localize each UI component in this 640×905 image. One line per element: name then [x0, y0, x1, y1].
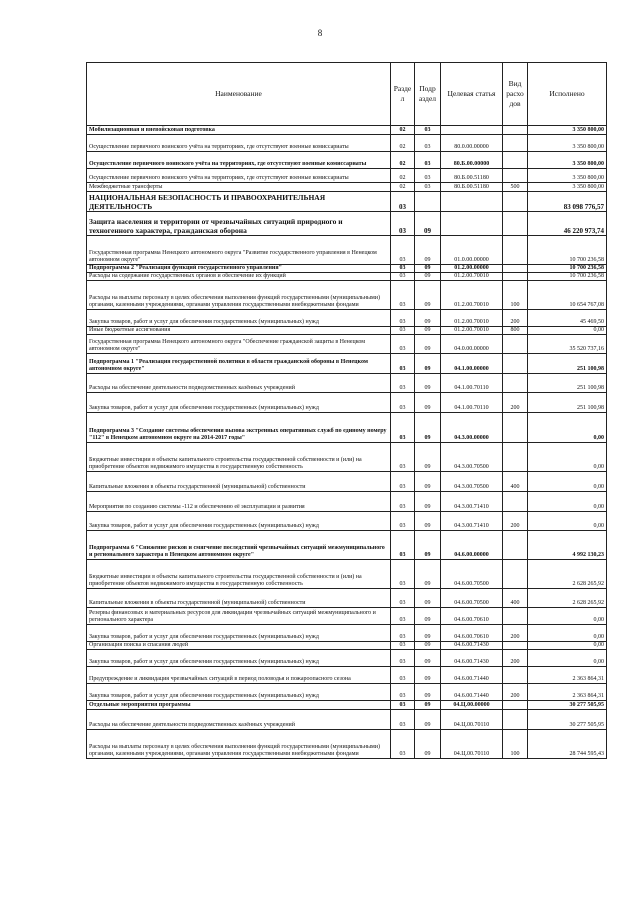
cell-executed: 251 100,98 — [528, 354, 607, 374]
cell-target: 04.3.00.71410 — [441, 492, 503, 512]
table-row — [87, 667, 607, 684]
cell-section: 03 — [391, 684, 415, 701]
cell-executed: 251 100,98 — [528, 393, 607, 413]
cell-name: Иные бюджетные ассигнования — [87, 327, 391, 335]
cell-name: Бюджетные инвестиции в объекты капитального строительства государственной собственности и (или) на приобретение объектов недвижимого имущества в государственную собственность — [87, 443, 391, 472]
cell-subsection: 09 — [415, 310, 441, 327]
cell-name: Резервы финансовых и материальных ресурсов для ликвидации чрезвычайных ситуаций межмуниципального и регионального характера — [87, 608, 391, 625]
cell-target: 04.Ц.00.70110 — [441, 730, 503, 759]
cell-section: 03 — [391, 512, 415, 531]
cell-subsection: 09 — [415, 265, 441, 273]
cell-subsection: 09 — [415, 710, 441, 730]
cell-exp-type: 100 — [503, 730, 528, 759]
budget-table — [86, 62, 607, 759]
cell-target: 80.Б.00.51180 — [441, 183, 503, 192]
cell-subsection: 03 — [415, 183, 441, 192]
cell-section: 03 — [391, 650, 415, 667]
cell-executed: 30 277 505,95 — [528, 710, 607, 730]
cell-section: 03 — [391, 354, 415, 374]
cell-executed: 3 350 800,00 — [528, 169, 607, 183]
cell-name: Капитальные вложения в объекты государственной (муниципальной) собственности — [87, 472, 391, 492]
cell-target — [441, 192, 503, 212]
cell-exp-type: 200 — [503, 310, 528, 327]
col-header-target: Целевая статья — [441, 63, 503, 126]
col-header-name: Наименование — [87, 63, 391, 126]
table-row — [87, 310, 607, 327]
cell-section: 03 — [391, 281, 415, 310]
cell-section: 03 — [391, 443, 415, 472]
cell-exp-type — [503, 701, 528, 710]
cell-target: 01.2.00.70010 — [441, 281, 503, 310]
cell-exp-type — [503, 374, 528, 393]
cell-section: 02 — [391, 126, 415, 135]
table-row — [87, 169, 607, 183]
cell-section: 03 — [391, 192, 415, 212]
cell-target: 80.0.00.00000 — [441, 135, 503, 152]
cell-exp-type — [503, 492, 528, 512]
cell-executed: 2 363 864,31 — [528, 684, 607, 701]
cell-section: 03 — [391, 393, 415, 413]
table-header-row — [87, 63, 607, 126]
cell-subsection: 09 — [415, 589, 441, 608]
cell-name: Подпрограмма 2 "Реализация функций государственного управления" — [87, 265, 391, 273]
cell-section: 02 — [391, 152, 415, 169]
cell-name: Предупреждение и ликвидация чрезвычайных ситуаций в период половодья и пожароопасного сезона — [87, 667, 391, 684]
cell-name: Бюджетные инвестиции в объекты капитального строительства государственной собственности и (или) на приобретение объектов недвижимого имущества в государственную собственность — [87, 560, 391, 589]
cell-section: 03 — [391, 492, 415, 512]
cell-target: 04.6.00.70610 — [441, 608, 503, 625]
cell-executed: 45 469,50 — [528, 310, 607, 327]
cell-exp-type: 200 — [503, 393, 528, 413]
cell-executed: 10 654 767,08 — [528, 281, 607, 310]
cell-name: Мероприятия по созданию системы -112 и обеспечению её эксплуатации и развития — [87, 492, 391, 512]
cell-exp-type: 200 — [503, 512, 528, 531]
cell-section: 03 — [391, 327, 415, 335]
cell-section: 03 — [391, 625, 415, 642]
cell-target: 04.6.00.71440 — [441, 667, 503, 684]
cell-name: Закупка товаров, работ и услуг для обеспечения государственных (муниципальных) нужд — [87, 310, 391, 327]
cell-subsection: 09 — [415, 335, 441, 354]
cell-subsection: 09 — [415, 212, 441, 236]
cell-subsection: 09 — [415, 354, 441, 374]
cell-subsection: 09 — [415, 701, 441, 710]
cell-target: 80.Б.00.51180 — [441, 169, 503, 183]
cell-name: НАЦИОНАЛЬНАЯ БЕЗОПАСНОСТЬ И ПРАВООХРАНИТЕЛЬНАЯ ДЕЯТЕЛЬНОСТЬ — [87, 192, 391, 212]
table-row — [87, 531, 607, 560]
cell-exp-type: 400 — [503, 472, 528, 492]
table-row — [87, 413, 607, 443]
cell-name: Межбюджетные трансферты — [87, 183, 391, 192]
cell-subsection: 09 — [415, 273, 441, 281]
cell-name: Мобилизационная и вневойсковая подготовка — [87, 126, 391, 135]
cell-target — [441, 212, 503, 236]
cell-name: Расходы на содержание государственных органов и обеспечение их функций — [87, 273, 391, 281]
cell-target: 01.2.00.70010 — [441, 310, 503, 327]
cell-target: 04.1.00.70110 — [441, 393, 503, 413]
cell-subsection: 09 — [415, 236, 441, 265]
cell-subsection: 03 — [415, 169, 441, 183]
cell-name: Государственная программа Ненецкого автономного округа "Обеспечение гражданской защиты в Ненецком автономном округе" — [87, 335, 391, 354]
cell-name: Расходы на выплаты персоналу в целях обеспечения выполнения функций государственными (муниципальными) органами, казенными учреждениями, органами управления государственными внебюджетными фондами — [87, 730, 391, 759]
table-row — [87, 126, 607, 135]
cell-target: 04.3.00.70500 — [441, 443, 503, 472]
cell-name: Расходы на обеспечение деятельности подведомственных казённых учреждений — [87, 374, 391, 393]
cell-name: Расходы на выплаты персоналу в целях обеспечения выполнения функций государственными (муниципальными) органами, казенными учреждениями, органами управления государственными внебюджетными фондами — [87, 281, 391, 310]
table-row — [87, 265, 607, 273]
col-header-subsection: Подр аздел — [415, 63, 441, 126]
cell-subsection: 09 — [415, 730, 441, 759]
cell-subsection: 09 — [415, 608, 441, 625]
cell-executed: 0,00 — [528, 642, 607, 650]
cell-executed: 30 277 505,95 — [528, 701, 607, 710]
cell-executed: 0,00 — [528, 608, 607, 625]
cell-name: Капитальные вложения в объекты государственной (муниципальной) собственности — [87, 589, 391, 608]
cell-section: 02 — [391, 135, 415, 152]
cell-subsection: 03 — [415, 135, 441, 152]
cell-section: 03 — [391, 212, 415, 236]
cell-executed: 0,00 — [528, 413, 607, 443]
cell-executed: 3 350 800,00 — [528, 183, 607, 192]
cell-exp-type — [503, 560, 528, 589]
cell-executed: 251 100,98 — [528, 374, 607, 393]
cell-name: Подпрограмма 1 "Реализация государственной политики в области гражданской обороны в Ненецком автономном округе" — [87, 354, 391, 374]
cell-executed: 0,00 — [528, 327, 607, 335]
cell-target: 01.2.00.70010 — [441, 273, 503, 281]
cell-executed: 28 744 595,43 — [528, 730, 607, 759]
cell-subsection — [415, 192, 441, 212]
cell-subsection: 09 — [415, 443, 441, 472]
cell-subsection: 09 — [415, 642, 441, 650]
cell-executed: 10 700 236,58 — [528, 273, 607, 281]
cell-name: Закупка товаров, работ и услуг для обеспечения государственных (муниципальных) нужд — [87, 512, 391, 531]
cell-executed: 10 700 236,58 — [528, 265, 607, 273]
table-row — [87, 393, 607, 413]
cell-exp-type: 800 — [503, 327, 528, 335]
cell-exp-type: 200 — [503, 650, 528, 667]
table-row — [87, 730, 607, 759]
table-row — [87, 192, 607, 212]
cell-subsection: 09 — [415, 560, 441, 589]
cell-section: 03 — [391, 642, 415, 650]
cell-name: Закупка товаров, работ и услуг для обеспечения государственных (муниципальных) нужд — [87, 684, 391, 701]
table-row — [87, 374, 607, 393]
table-row — [87, 560, 607, 589]
cell-executed: 0,00 — [528, 443, 607, 472]
cell-target: 01.2.00.70010 — [441, 327, 503, 335]
cell-exp-type — [503, 443, 528, 472]
cell-target: 04.6.00.00000 — [441, 531, 503, 560]
cell-section: 03 — [391, 310, 415, 327]
cell-exp-type — [503, 236, 528, 265]
table-row — [87, 236, 607, 265]
cell-target: 04.6.00.71440 — [441, 684, 503, 701]
cell-exp-type — [503, 169, 528, 183]
cell-section: 03 — [391, 413, 415, 443]
cell-section: 03 — [391, 710, 415, 730]
cell-name: Отдельные мероприятия программы — [87, 701, 391, 710]
cell-executed: 0,00 — [528, 512, 607, 531]
col-header-section: Разде л — [391, 63, 415, 126]
cell-executed: 2 628 265,92 — [528, 589, 607, 608]
cell-target: 04.Ц.00.70110 — [441, 710, 503, 730]
cell-target: 01.0.00.00000 — [441, 236, 503, 265]
table-row — [87, 212, 607, 236]
cell-executed: 35 520 737,16 — [528, 335, 607, 354]
cell-section: 03 — [391, 730, 415, 759]
cell-executed: 3 350 800,00 — [528, 126, 607, 135]
cell-executed: 46 220 973,74 — [528, 212, 607, 236]
cell-target: 80.Б.00.00000 — [441, 152, 503, 169]
cell-section: 03 — [391, 589, 415, 608]
cell-section: 03 — [391, 335, 415, 354]
cell-subsection: 03 — [415, 126, 441, 135]
table-row — [87, 512, 607, 531]
table-body — [87, 126, 607, 759]
table-row — [87, 281, 607, 310]
table-row — [87, 684, 607, 701]
cell-executed: 0,00 — [528, 492, 607, 512]
cell-target: 04.6.00.71430 — [441, 642, 503, 650]
table-row — [87, 327, 607, 335]
cell-target — [441, 126, 503, 135]
cell-exp-type — [503, 354, 528, 374]
cell-exp-type: 500 — [503, 183, 528, 192]
table-row — [87, 472, 607, 492]
cell-executed: 2 363 864,31 — [528, 667, 607, 684]
cell-section: 03 — [391, 531, 415, 560]
cell-section: 03 — [391, 667, 415, 684]
cell-executed: 4 992 130,23 — [528, 531, 607, 560]
table-row — [87, 492, 607, 512]
cell-executed: 0,00 — [528, 472, 607, 492]
cell-exp-type — [503, 335, 528, 354]
table-row — [87, 183, 607, 192]
cell-section: 03 — [391, 472, 415, 492]
cell-section: 03 — [391, 608, 415, 625]
cell-section: 02 — [391, 169, 415, 183]
table-row — [87, 642, 607, 650]
col-header-executed: Исполнено — [528, 63, 607, 126]
cell-target: 01.2.00.00000 — [441, 265, 503, 273]
table-row — [87, 710, 607, 730]
cell-section: 03 — [391, 273, 415, 281]
cell-target: 04.6.00.70500 — [441, 589, 503, 608]
cell-target: 04.0.00.00000 — [441, 335, 503, 354]
cell-name: Закупка товаров, работ и услуг для обеспечения государственных (муниципальных) нужд — [87, 650, 391, 667]
table-row — [87, 335, 607, 354]
cell-exp-type: 100 — [503, 281, 528, 310]
cell-section: 03 — [391, 236, 415, 265]
table-row — [87, 589, 607, 608]
cell-subsection: 09 — [415, 625, 441, 642]
cell-exp-type — [503, 212, 528, 236]
cell-exp-type — [503, 413, 528, 443]
cell-subsection: 09 — [415, 650, 441, 667]
table-row — [87, 701, 607, 710]
cell-section: 03 — [391, 265, 415, 273]
cell-executed: 3 350 800,00 — [528, 152, 607, 169]
table-row — [87, 273, 607, 281]
table-row — [87, 354, 607, 374]
table-row — [87, 625, 607, 642]
cell-exp-type — [503, 642, 528, 650]
cell-executed: 0,00 — [528, 650, 607, 667]
cell-target: 04.Ц.00.00000 — [441, 701, 503, 710]
cell-name: Осуществление первичного воинского учёта на территориях, где отсутствуют военные комиссариаты — [87, 169, 391, 183]
cell-target: 04.6.00.70610 — [441, 625, 503, 642]
cell-exp-type — [503, 608, 528, 625]
table-row — [87, 650, 607, 667]
cell-section: 03 — [391, 701, 415, 710]
cell-name: Подпрограмма 6 "Снижение рисков и смягчение последствий чрезвычайных ситуаций межмуниципального и регионального характера в Ненецком автономном округе" — [87, 531, 391, 560]
cell-subsection: 09 — [415, 492, 441, 512]
cell-exp-type — [503, 126, 528, 135]
cell-subsection: 09 — [415, 327, 441, 335]
cell-exp-type — [503, 531, 528, 560]
cell-name: Осуществление первичного воинского учёта на территориях, где отсутствуют военные комиссариаты — [87, 135, 391, 152]
cell-subsection: 09 — [415, 374, 441, 393]
cell-target: 04.1.00.00000 — [441, 354, 503, 374]
cell-target: 04.3.00.70500 — [441, 472, 503, 492]
cell-target: 04.3.00.00000 — [441, 413, 503, 443]
cell-executed: 2 628 265,92 — [528, 560, 607, 589]
cell-exp-type — [503, 192, 528, 212]
cell-name: Подпрограмма 3 "Создание системы обеспечения вызова экстренных оперативных служб по единому номеру "112" в Ненецком автономном округе на 2014-2017 годы" — [87, 413, 391, 443]
cell-subsection: 09 — [415, 281, 441, 310]
cell-exp-type — [503, 152, 528, 169]
cell-exp-type — [503, 135, 528, 152]
cell-subsection: 09 — [415, 684, 441, 701]
cell-subsection: 09 — [415, 667, 441, 684]
cell-exp-type — [503, 265, 528, 273]
table-row — [87, 135, 607, 152]
cell-executed: 10 700 236,58 — [528, 236, 607, 265]
cell-name: Закупка товаров, работ и услуг для обеспечения государственных (муниципальных) нужд — [87, 625, 391, 642]
cell-subsection: 09 — [415, 413, 441, 443]
cell-subsection: 03 — [415, 152, 441, 169]
cell-target: 04.6.00.70500 — [441, 560, 503, 589]
cell-subsection: 09 — [415, 472, 441, 492]
cell-name: Расходы на обеспечение деятельности подведомственных казённых учреждений — [87, 710, 391, 730]
cell-exp-type — [503, 710, 528, 730]
cell-section: 02 — [391, 183, 415, 192]
cell-exp-type: 200 — [503, 684, 528, 701]
cell-subsection: 09 — [415, 393, 441, 413]
cell-section: 03 — [391, 374, 415, 393]
cell-subsection: 09 — [415, 512, 441, 531]
cell-name: Осуществление первичного воинского учёта на территориях, где отсутствуют военные комиссариаты — [87, 152, 391, 169]
cell-exp-type: 200 — [503, 625, 528, 642]
table-row — [87, 443, 607, 472]
cell-name: Защита населения и территории от чрезвычайных ситуаций природного и техногенного характера, гражданская оборона — [87, 212, 391, 236]
cell-target: 04.3.00.71410 — [441, 512, 503, 531]
cell-executed: 3 350 800,00 — [528, 135, 607, 152]
cell-target: 04.6.00.71430 — [441, 650, 503, 667]
cell-executed: 83 098 776,57 — [528, 192, 607, 212]
cell-subsection: 09 — [415, 531, 441, 560]
cell-target: 04.1.00.70110 — [441, 374, 503, 393]
page-number: 8 — [317, 28, 323, 38]
cell-exp-type — [503, 273, 528, 281]
cell-name: Государственная программа Ненецкого автономного округа "Развитие государственного управления в Ненецком автономном округе" — [87, 236, 391, 265]
cell-name: Закупка товаров, работ и услуг для обеспечения государственных (муниципальных) нужд — [87, 393, 391, 413]
cell-exp-type: 400 — [503, 589, 528, 608]
cell-name: Организация поиска и спасания людей — [87, 642, 391, 650]
table-row — [87, 152, 607, 169]
cell-section: 03 — [391, 560, 415, 589]
col-header-exp-type: Вид расхо дов — [503, 63, 528, 126]
cell-executed: 0,00 — [528, 625, 607, 642]
cell-exp-type — [503, 667, 528, 684]
table-row — [87, 608, 607, 625]
